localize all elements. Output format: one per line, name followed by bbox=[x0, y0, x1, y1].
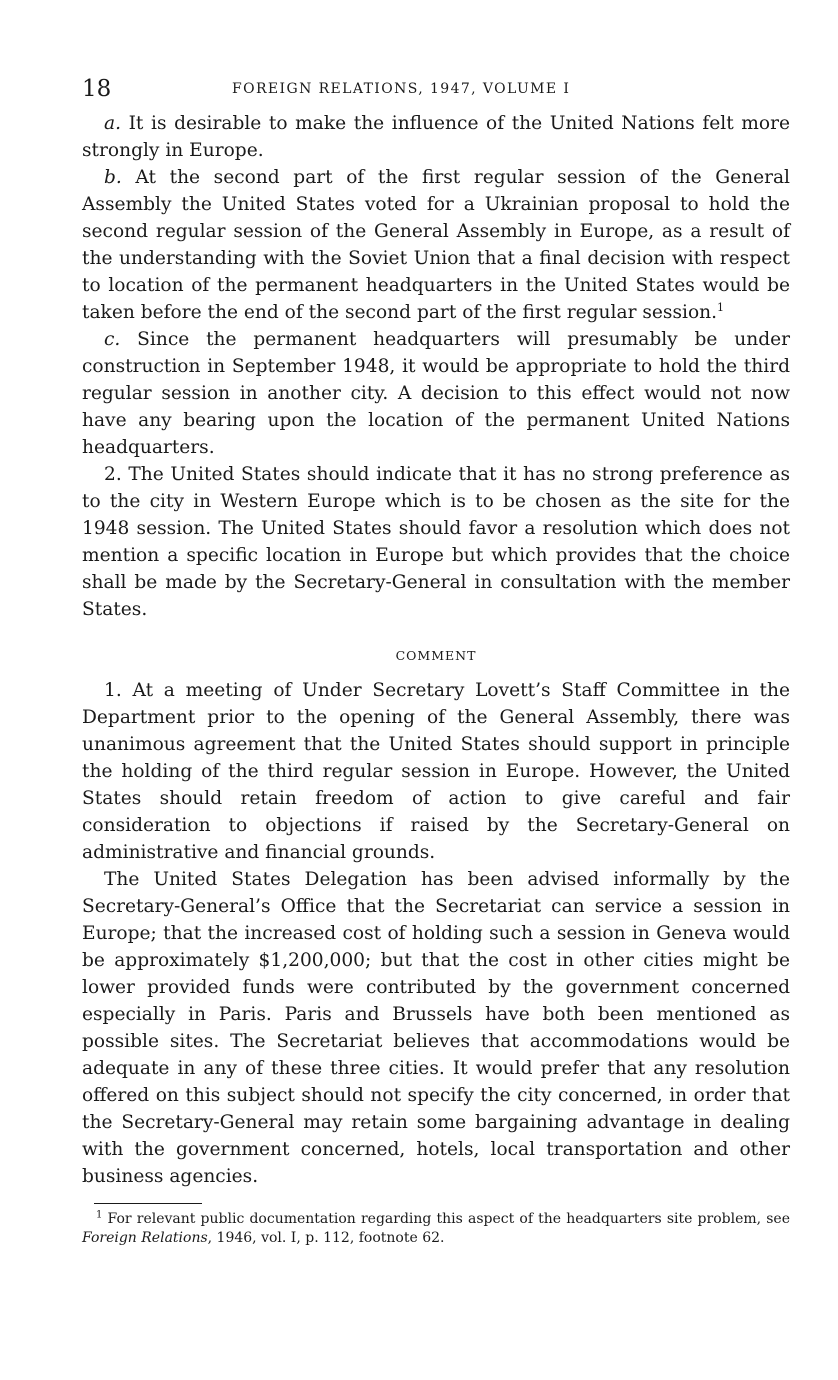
page-number: 18 bbox=[82, 76, 112, 102]
footnote-source-title: Foreign Relations bbox=[82, 1230, 208, 1246]
comment-heading: COMMENT bbox=[395, 648, 477, 663]
footnote-text-before: For relevant public documentation regarding this aspect of the headquarters site problem, see bbox=[102, 1211, 790, 1227]
running-title: FOREIGN RELATIONS, 1947, VOLUME I bbox=[232, 81, 571, 97]
paragraph-b-text: At the second part of the first regular session of the General Assembly the United States voted for a Ukrainian proposal to hold the second regular session of the General Assembly in Europe, as a result of the understanding with the Soviet Union that a final decision with respect to location of the permanent headquarters in the United States would be taken before the end of the second part of the first regular session. bbox=[82, 167, 790, 323]
comment-paragraph-2: The United States Delegation has been advised informally by the Secretary-General’s Office that the Secretariat can service a session in Europe; that the increased cost of holding such a session in Geneva would be approximately $1,200,000; but that the cost in other cities might be lower provided funds were contributed by the government concerned especially in Paris. Paris and Brussels have both been mentioned as possible sites. The Secretariat believes that accommodations would be adequate in any of these three cities. It would prefer that any resolution offered on this subject should not specify the city concerned, in order that the Secretary-General may retain some bargaining advantage in dealing with the government concerned, hotels, local transportation and other business agencies. bbox=[82, 869, 790, 1187]
footnote bbox=[82, 1210, 790, 1248]
paragraph-2: 2. The United States should indicate that it has no strong preference as to the city in Western Europe which is to be chosen as the site for the 1948 session. The United States should favor a resolution which does not mention a specific location in Europe but which provides that the choice shall be made by the Secretary-General in consultation with the member States. bbox=[82, 464, 790, 620]
footnote-text-after: , 1946, vol. I, p. 112, footnote 62. bbox=[207, 1230, 445, 1246]
document-page bbox=[82, 76, 790, 1248]
paragraph-a-text: It is desirable to make the influence of the United Nations felt more strongly in Europe. bbox=[82, 113, 790, 161]
paragraph-c-text: Since the permanent headquarters will presumably be under construction in September 1948, it would be appropriate to hold the third regular session in another city. A decision to this effect would not now have any bearing upon the location of the permanent United Nations headquarters. bbox=[82, 329, 790, 458]
paragraph-b bbox=[82, 164, 790, 326]
paragraph-a-marker: a. bbox=[104, 113, 121, 134]
paragraph-c bbox=[82, 326, 790, 461]
footnote-reference: 1 bbox=[717, 300, 725, 314]
comment-paragraph-1: 1. At a meeting of Under Secretary Lovett’s Staff Committee in the Department prior to the opening of the General Assembly, there was unanimous agreement that the United States should support in principle the holding of the third regular session in Europe. However, the United States should retain freedom of action to give careful and fair consideration to objections if raised by the Secretary-General on administrative and financial grounds. bbox=[82, 680, 790, 863]
paragraph-a bbox=[82, 110, 790, 164]
footnote-divider bbox=[94, 1203, 202, 1204]
paragraph-c-marker: c. bbox=[104, 329, 121, 350]
running-header bbox=[82, 76, 790, 110]
paragraph-b-marker: b. bbox=[104, 167, 122, 188]
footnote-marker: 1 bbox=[96, 1209, 103, 1221]
